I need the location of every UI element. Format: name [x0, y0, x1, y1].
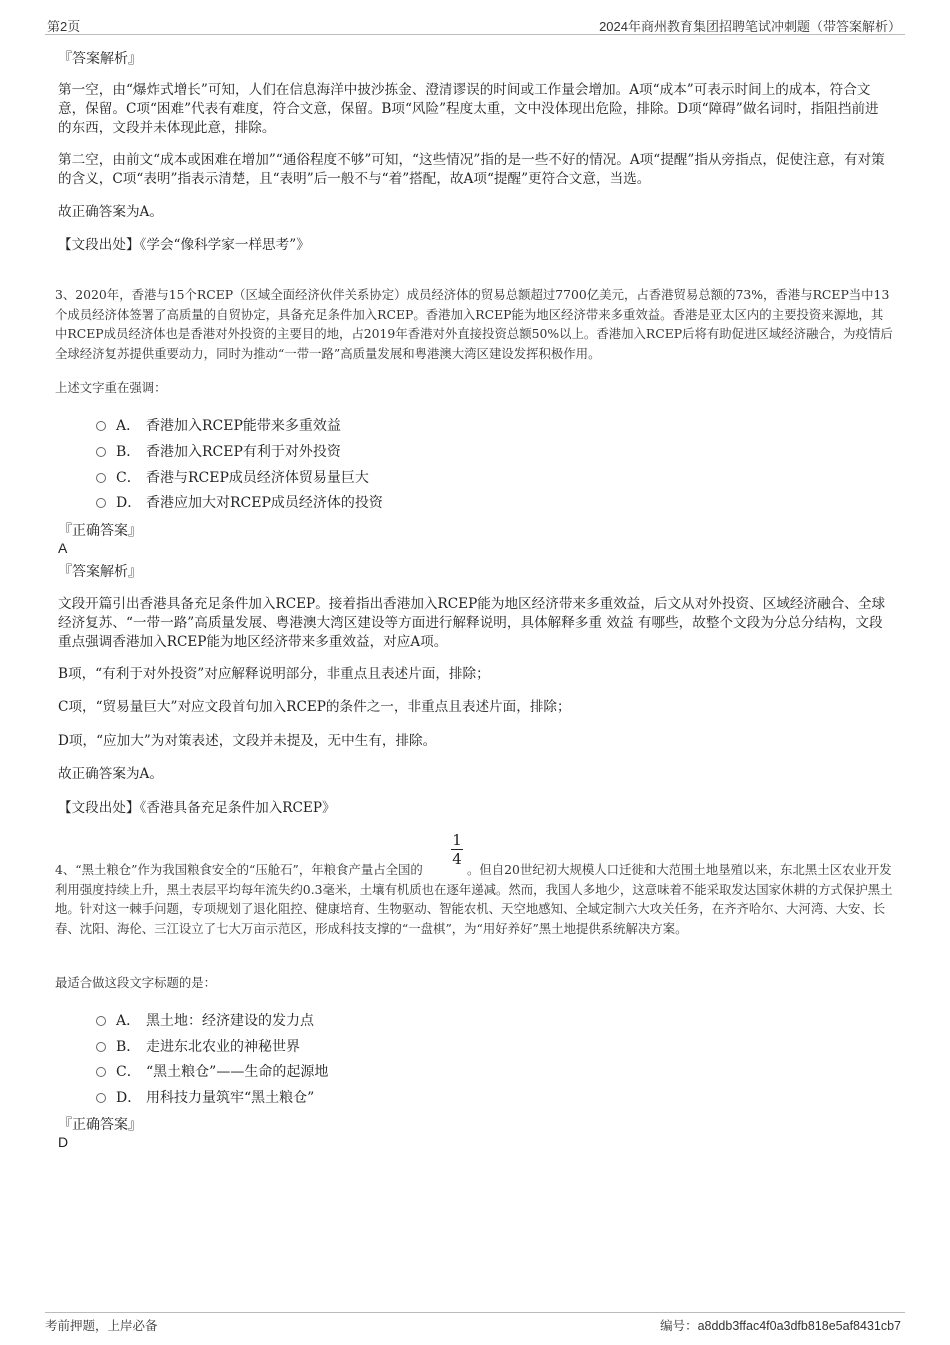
q4-correct-label: 『正确答案』 [58, 1117, 142, 1133]
page-footer [45, 1312, 905, 1334]
q3-analysis-label: 『答案解析』 [58, 564, 142, 580]
fraction-denominator: 4 [452, 850, 462, 868]
radio-icon[interactable] [96, 1016, 106, 1026]
radio-icon[interactable] [96, 473, 106, 483]
q4-option-a[interactable]: A． 黑土地：经济建设的发力点 [96, 1010, 314, 1030]
document-id: 编号：a8ddb3ffac4f0a3dfb818e5af8431cb7 [660, 1319, 901, 1333]
page-number: 第2页 [47, 19, 81, 34]
q3-passage: 3、2020年，香港与15个RCEP（区域全面经济伙伴关系协定）成员经济体的贸易总额超过7700亿美元，占香港贸易总额的73%，香港与RCEP当中13个成员经济体签署了高质量的自贸协定，具备充足条件加入RCEP。香港加入RCEP能为地区经济带来多重效益。香港是亚太区内的主要投资来源地，其中RCEP成员经济体也是香港对外投资的主要目的地，占2019年香港对外直接投资总额50%以上。香港加入RCEP后将有助促进区域经济融合，为疫情后全球经济复苏提供重要动力，同时为推动“一带一路”高质量发展和粤港澳大湾区建设发挥积极作用。 [55, 287, 893, 361]
q3-option-c[interactable]: C． 香港与RCEP成员经济体贸易量巨大 [96, 467, 369, 487]
q4-correct-answer: D [58, 1134, 69, 1150]
radio-icon[interactable] [96, 498, 106, 508]
q4-option-c[interactable]: C． “黑土粮仓”——生命的起源地 [96, 1061, 328, 1081]
q2-analysis-label: 『答案解析』 [58, 51, 142, 67]
radio-icon[interactable] [96, 1067, 106, 1077]
q4-passage: 。但自20世纪初大规模人口迁徙和大范围土地垦殖以来，东北黑土区农业开发利用强度持续上升，黑土表层平均每年流失约0.3毫米，土壤有机质也在逐年递减。然而，我国人多地少，这意味着不能采取发达国家休耕的方式保护黑土地。针对这一棘手问题，专项规划了退化阻控、健康培育、生物驱动、智能农机、天空地感知、全域定制六大攻关任务，在齐齐哈尔、大河湾、大安、长春、沈阳、海伦、三江设立了七大万亩示范区，形成科技支撑的“一盘棋”，为“用好养好”黑土地提供系统解决方案。 [55, 862, 893, 936]
q2-analysis-p1: 第一空，由“爆炸式增长”可知，人们在信息海洋中披沙拣金、澄清谬误的时间或工作量会增加。A项“成本”可表示时间上的成本，符合文意，保留。C项“困难”代表有难度，符合文意，保留。B项“风险”程度太重，文中没体现出危险，排除。D项“障碍”做名词时，指阻挡前进的东西，文段并未体现此意，排除。 [58, 82, 879, 136]
q2-analysis-p2: 第二空，由前文“成本或困难在增加”“通俗程度不够”可知，“这些情况”指的是一些不好的情况。A项“提醒”指从旁指点，促使注意，有对策的含义，C项“表明”指表示清楚，且“表明”后一般不与“着”搭配，故A项“提醒”更符合文意，当选。 [58, 152, 885, 187]
q3-option-a[interactable]: A． 香港加入RCEP能带来多重效益 [96, 415, 341, 435]
q4-option-d[interactable]: D． 用科技力量筑牢“黑土粮仓” [96, 1087, 314, 1107]
q3-conclusion: 故正确答案为A。 [58, 766, 163, 782]
radio-icon[interactable] [96, 1042, 106, 1052]
document-title: 2024年商州教育集团招聘笔试冲刺题（带答案解析） [599, 19, 901, 34]
q3-analysis-p1: 文段开篇引出香港具备充足条件加入RCEP。接着指出香港加入RCEP能为地区经济带来多重效益，后文从对外投资、区域经济融合、全球经济复苏、“一带一路”高质量发展、粤港澳大湾区建设等方面进行解释说明，具体解释多重 效益 有哪些，故整个文段为分总分结构，文段重点强调香港加入RCEP能为地区经济带来多重效益，对应A项。 [58, 596, 886, 650]
q3-analysis-p2: B项，“有利于对外投资”对应解释说明部分，非重点且表述片面，排除； [58, 666, 490, 682]
q3-correct-label: 『正确答案』 [58, 523, 142, 539]
q3-analysis-p4: D项，“应加大”为对策表述，文段并未提及，无中生有，排除。 [58, 733, 437, 749]
radio-icon[interactable] [96, 421, 106, 431]
q4-option-b[interactable]: B． 走进东北农业的神秘世界 [96, 1036, 300, 1056]
radio-icon[interactable] [96, 1093, 106, 1103]
q2-conclusion: 故正确答案为A。 [58, 204, 163, 220]
footer-slogan: 考前押题，上岸必备 [45, 1319, 158, 1333]
q4-passage-start: 4、“黑土粮仓”作为我国粮食安全的“压舱石”，年粮食产量占全国的 [55, 862, 423, 877]
q3-correct-answer: A [58, 540, 68, 556]
page-header [45, 14, 905, 35]
q3-source: 【文段出处】《香港具备充足条件加入RCEP》 [58, 800, 336, 816]
radio-icon[interactable] [96, 447, 106, 457]
q3-question: 上述文字重在强调： [55, 380, 167, 395]
q3-option-b[interactable]: B． 香港加入RCEP有利于对外投资 [96, 441, 341, 461]
fraction-numerator: 1 [452, 831, 462, 849]
q3-option-d[interactable]: D． 香港应加大对RCEP成员经济体的投资 [96, 492, 383, 512]
q2-source: 【文段出处】《学会“像科学家一样思考”》 [58, 237, 310, 253]
q3-analysis-p3: C项，“贸易量巨大”对应文段首句加入RCEP的条件之一，非重点且表述片面，排除； [58, 699, 571, 715]
q4-question: 最适合做这段文字标题的是： [55, 975, 217, 990]
